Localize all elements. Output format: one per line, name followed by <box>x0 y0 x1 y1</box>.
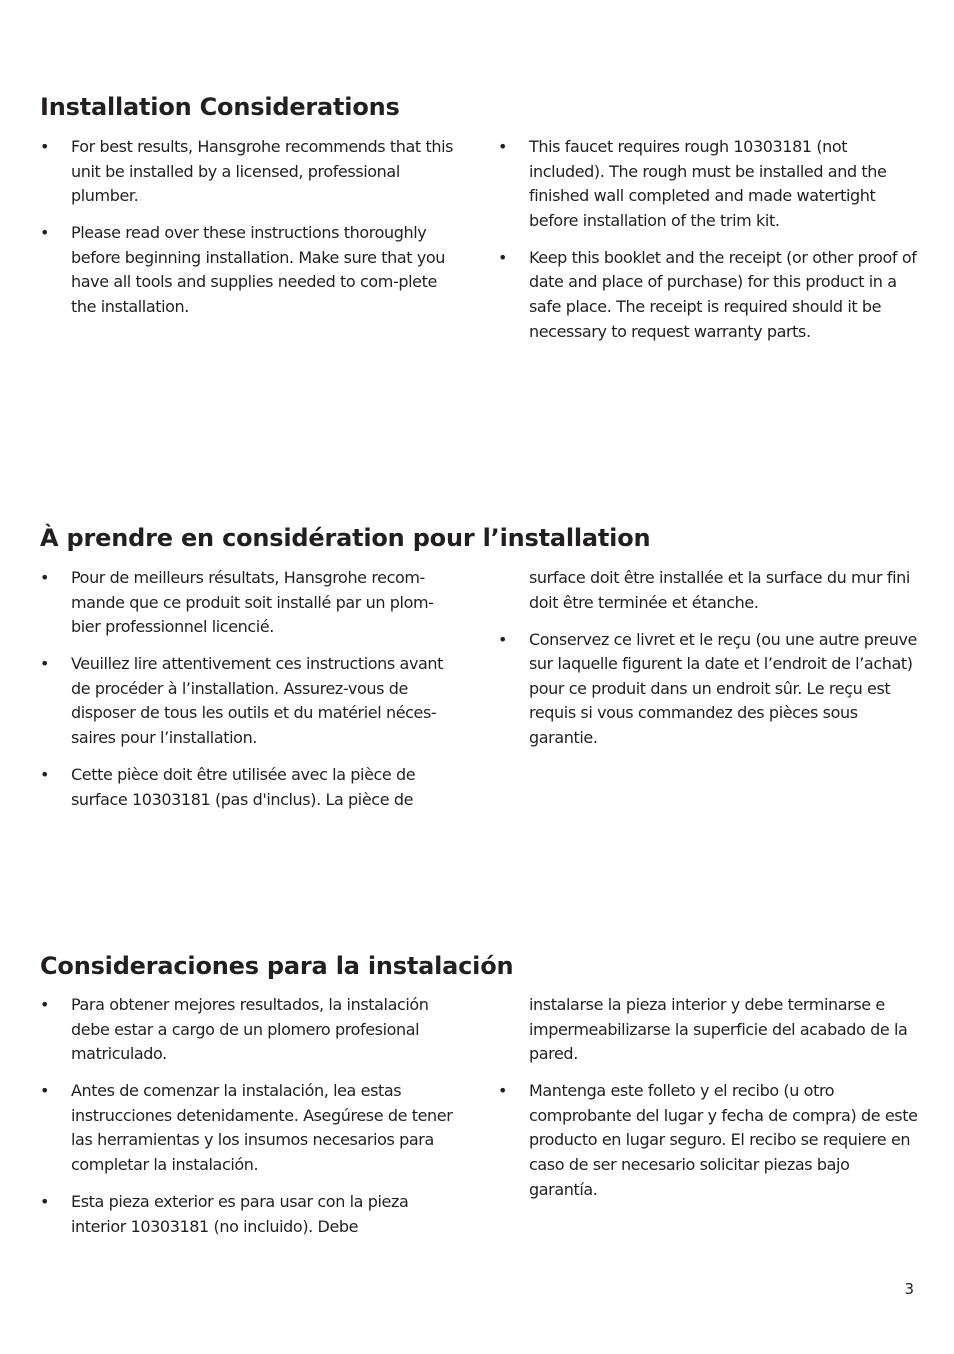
page-number: 3 <box>904 1280 914 1298</box>
list-item <box>40 1079 454 1177</box>
list-item <box>40 993 454 1067</box>
fr-right-list <box>498 566 918 763</box>
bullet-icon: • <box>40 765 50 785</box>
bullet-icon: • <box>40 654 50 674</box>
list-item <box>40 763 454 812</box>
list-item-text: Esta pieza exterior es para usar con la pieza interior 10303181 (no incluido). Debe <box>71 1192 409 1236</box>
en-right-list <box>498 135 918 357</box>
bullet-icon: • <box>40 223 50 243</box>
list-item-text: instalarse la pieza interior y debe terminarse e impermeabilizarse la superficie del acabado de la pared. <box>529 995 908 1064</box>
list-item <box>498 246 918 344</box>
bullet-icon: • <box>498 247 508 267</box>
bullet-icon: • <box>40 1081 50 1101</box>
list-item-text: Cette pièce doit être utilisée avec la pièce de surface 10303181 (pas d'inclus). La pièce de <box>71 765 416 809</box>
list-item <box>40 652 454 750</box>
list-item-text: surface doit être installée et la surface du mur fini doit être terminée et étanche. <box>529 568 910 612</box>
list-item <box>40 1190 454 1239</box>
list-item-text: Keep this booklet and the receipt (or other proof of date and place of purchase) for this product in a safe place. The receipt is required should it be necessary to request warranty parts. <box>529 247 917 341</box>
bullet-icon: • <box>498 137 508 156</box>
list-item-text: Please read over these instructions thoroughly before beginning installation. Make sure that you have all tools and supplies needed to com-plete the installation. <box>71 223 446 317</box>
section-heading-es: Consideraciones para la instalación <box>40 952 514 980</box>
bullet-icon: • <box>498 629 508 649</box>
list-item-text: For best results, Hansgrohe recommends that this unit be installed by a licensed, professional plumber. <box>71 137 454 206</box>
section-heading-en: Installation Considerations <box>40 93 400 121</box>
list-item <box>498 628 918 751</box>
list-item-text: Veuillez lire attentivement ces instructions avant de procéder à l’installation. Assurez-vous de disposer de tous les outils et du matériel néces-saires pour l’installation. <box>71 654 444 748</box>
list-item-text: Antes de comenzar la instalación, lea estas instrucciones detenidamente. Asegúrese de tener las herramientas y los insumos necesarios para completar la instalación. <box>71 1081 453 1175</box>
list-item <box>498 135 918 233</box>
section-heading-fr: À prendre en considération pour l’installation <box>40 524 651 552</box>
es-right-list <box>498 993 918 1215</box>
bullet-icon: • <box>40 995 50 1014</box>
list-item-continuation <box>498 993 918 1067</box>
list-item <box>40 135 454 209</box>
list-item-text: Mantenga este folleto y el recibo (u otro comprobante del lugar y fecha de compra) de este producto en lugar seguro. El recibo se requiere en caso de ser necesario solicitar piezas bajo garantía. <box>529 1081 918 1199</box>
list-item <box>40 221 454 319</box>
bullet-icon: • <box>498 1081 508 1101</box>
es-left-list <box>40 993 454 1252</box>
list-item <box>40 566 454 640</box>
bullet-icon: • <box>40 1192 50 1212</box>
list-item-text: Pour de meilleurs résultats, Hansgrohe recom-mande que ce produit soit installé par un plom-bier professionnel licencié. <box>71 568 434 637</box>
list-item-text: Para obtener mejores resultados, la instalación debe estar a cargo de un plomero profesional matriculado. <box>71 995 429 1064</box>
list-item-text: This faucet requires rough 10303181 (not included). The rough must be installed and the finished wall completed and made watertight before installation of the trim kit. <box>529 137 887 230</box>
bullet-icon: • <box>40 568 50 587</box>
list-item-text: Conservez ce livret et le reçu (ou une autre preuve sur laquelle figurent la date et l’endroit de l’achat) pour ce produit dans un endroit sûr. Le reçu est requis si vous commandez des pièces sous garantie. <box>529 629 917 748</box>
fr-left-list <box>40 566 454 825</box>
en-left-list <box>40 135 454 332</box>
bullet-icon: • <box>40 137 50 156</box>
list-item <box>498 1079 918 1202</box>
list-item-continuation <box>498 566 918 615</box>
